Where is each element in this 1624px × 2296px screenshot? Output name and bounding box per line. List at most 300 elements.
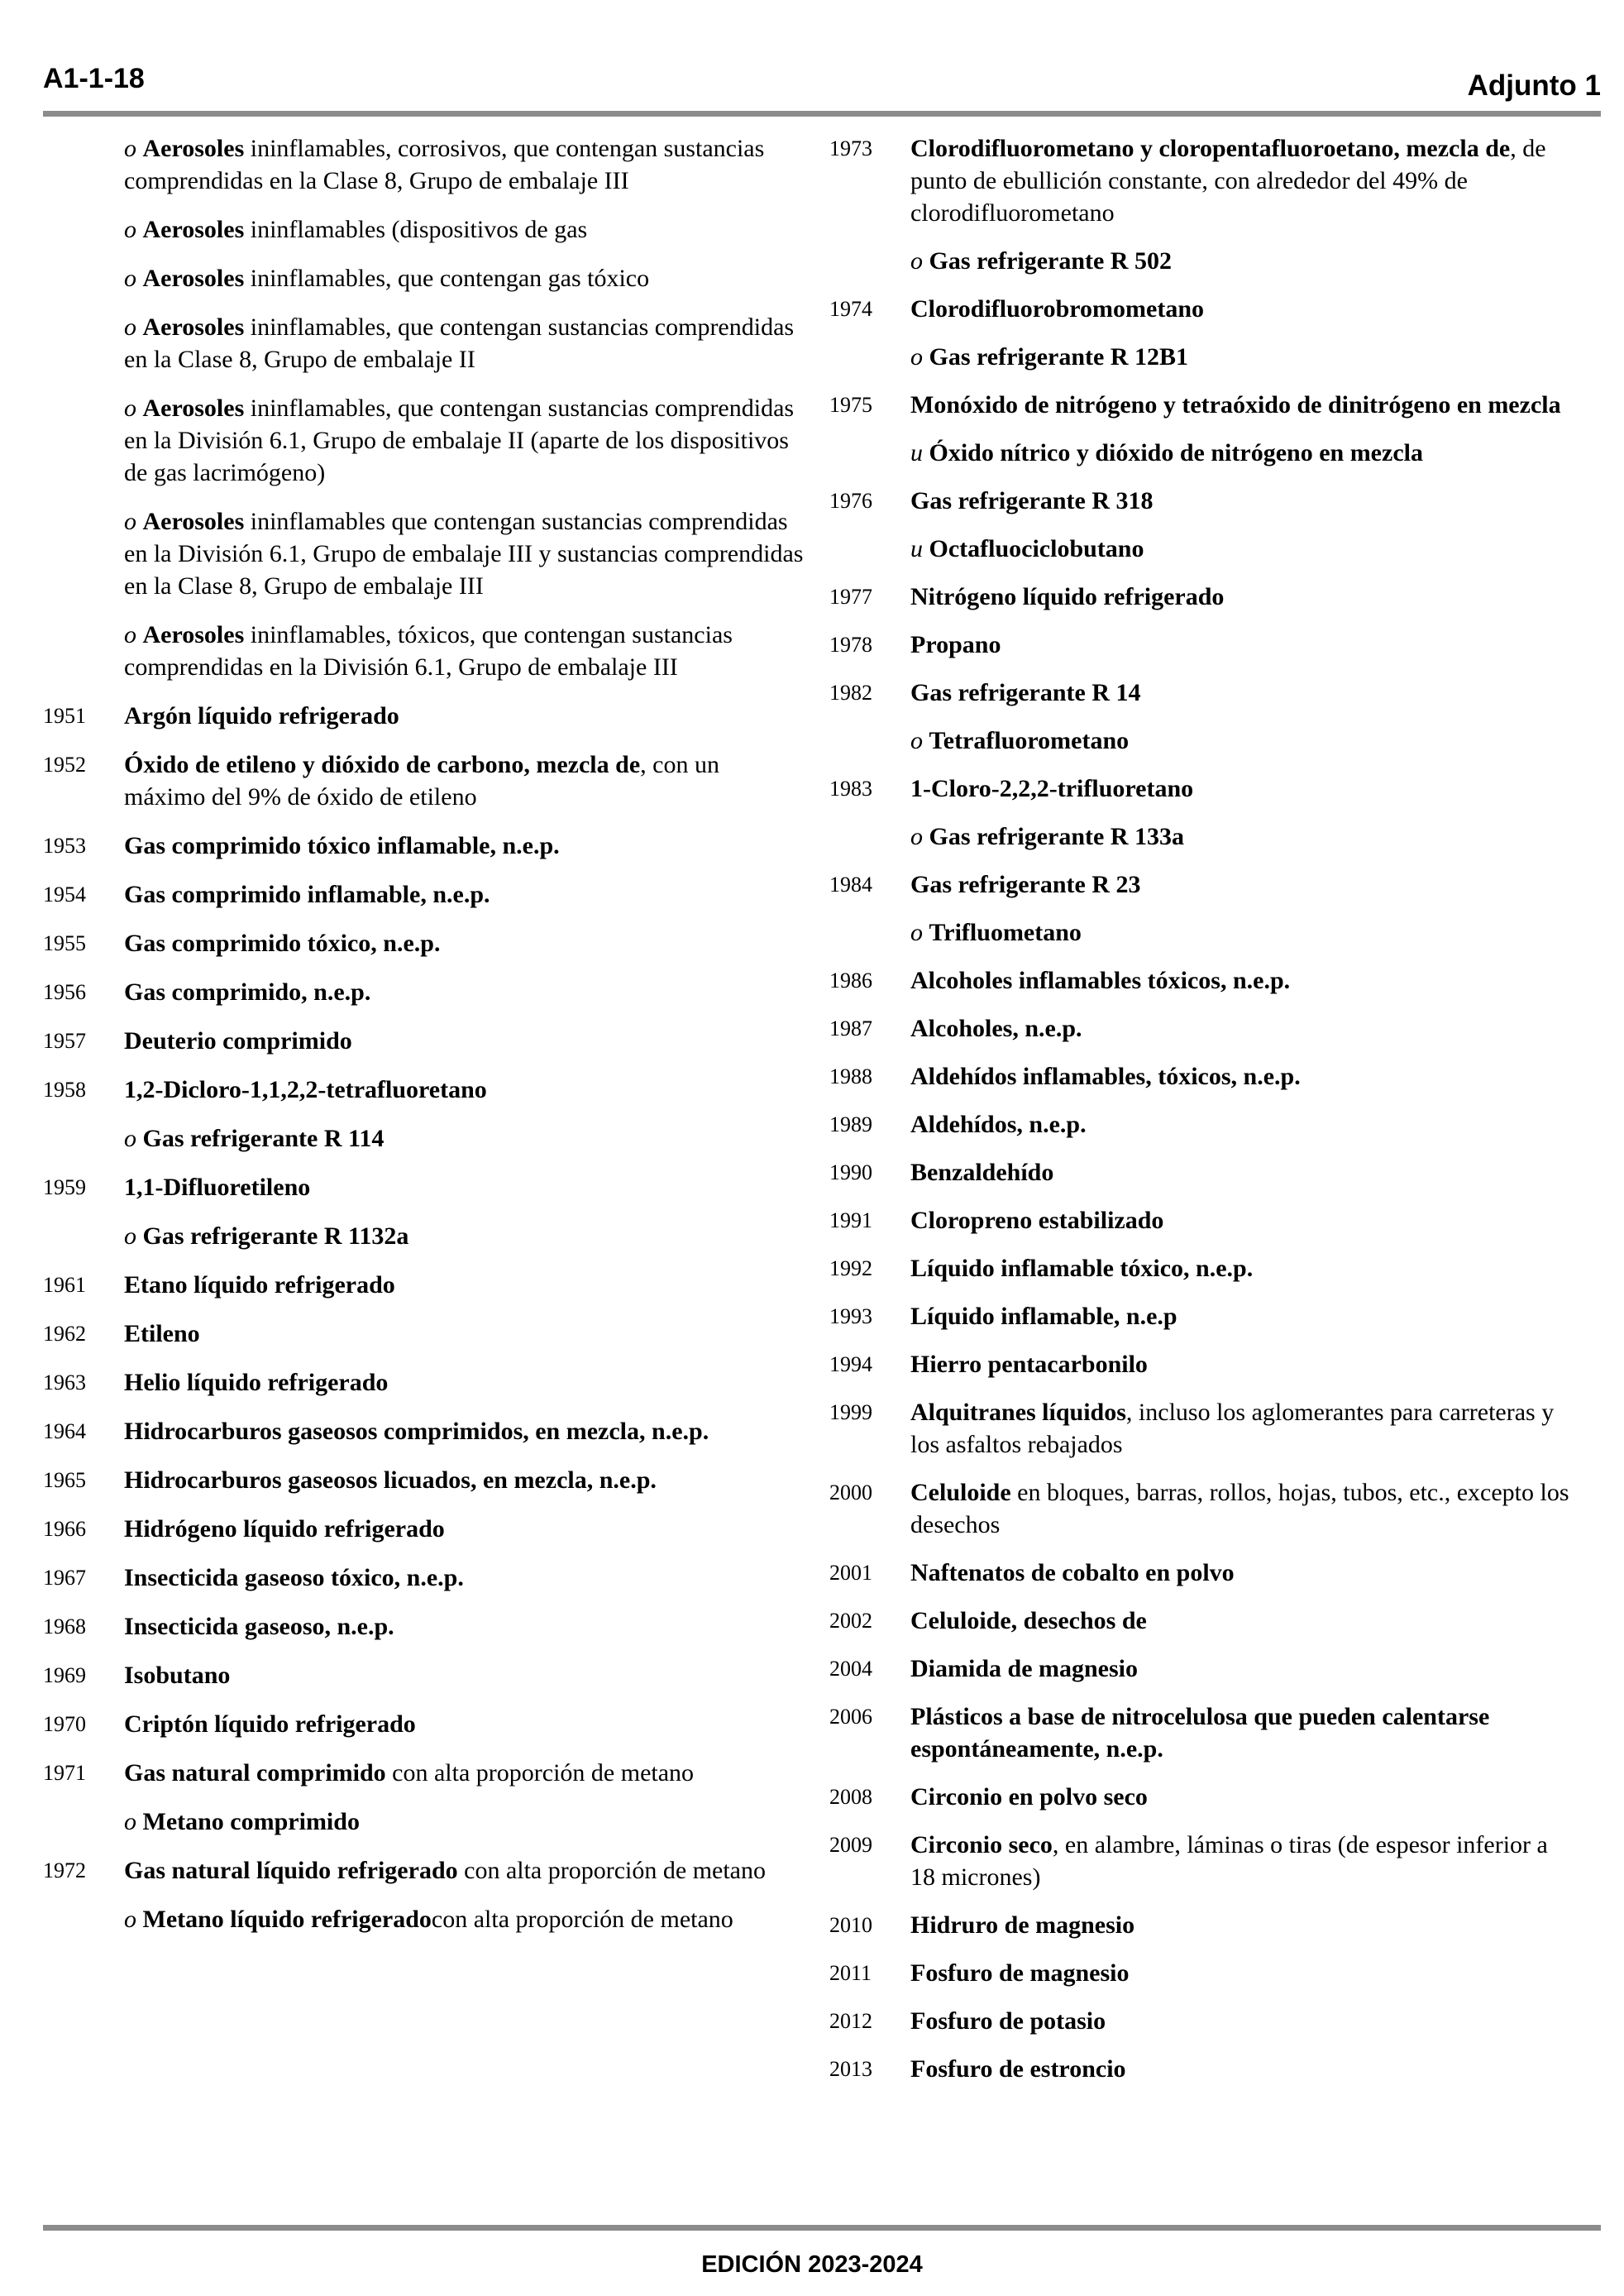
un-number: 1957 xyxy=(43,1029,86,1053)
entry-text xyxy=(910,1909,1574,1941)
entry-text xyxy=(910,1300,1574,1332)
entry-text xyxy=(910,389,1574,421)
un-number xyxy=(43,1220,124,1252)
un-entry xyxy=(43,1708,804,1740)
entry-prefix: o xyxy=(124,1222,136,1250)
entry-text xyxy=(910,132,1574,229)
entry-text xyxy=(124,1464,804,1496)
entry-text xyxy=(124,1708,804,1740)
entry-name: Fosfuro de estroncio xyxy=(910,2055,1126,2083)
un-entry xyxy=(829,1348,1574,1380)
entry-prefix: u xyxy=(910,439,923,466)
entry-text xyxy=(124,1806,804,1838)
entry-name: Helio líquido refrigerado xyxy=(124,1369,389,1396)
entry-name: Óxido de etileno y dióxido de carbono, mezcla de xyxy=(124,751,641,778)
un-entry xyxy=(829,725,1574,757)
entry-text xyxy=(910,1605,1574,1637)
entry-name: Circonio en polvo seco xyxy=(910,1783,1148,1810)
un-number: 1963 xyxy=(43,1370,86,1394)
entry-name: Óxido nítrico y dióxido de nitrógeno en mezcla xyxy=(929,439,1423,466)
un-number xyxy=(829,820,910,853)
page-code: A1-1-18 xyxy=(43,63,145,94)
entry-name: Celuloide, desechos de xyxy=(910,1607,1147,1634)
entry-text xyxy=(910,725,1574,757)
entry-name: Deuterio comprimido xyxy=(124,1027,352,1055)
un-number: 1987 xyxy=(829,1016,872,1040)
entry-text xyxy=(910,1060,1574,1093)
entry-description: ininflamables, tóxicos, que contengan sustancias comprendidas en la División 6.1, Grupo de embalaje III xyxy=(124,621,733,681)
entry-name: Etileno xyxy=(124,1320,200,1347)
entry-prefix: o xyxy=(910,727,923,754)
un-number: 1959 xyxy=(43,1175,86,1199)
entry-text xyxy=(910,1700,1574,1765)
un-number xyxy=(43,311,124,375)
entry-prefix: o xyxy=(910,823,923,850)
un-number: 1972 xyxy=(43,1858,86,1882)
un-entry xyxy=(43,1854,804,1887)
un-number xyxy=(43,1122,124,1155)
entry-name: Diamida de magnesio xyxy=(910,1655,1139,1682)
annex-title: Adjunto 1 xyxy=(1467,69,1601,102)
un-entry xyxy=(829,1108,1574,1141)
un-number: 2012 xyxy=(829,2009,872,2033)
entry-description: , de punto de ebullición constante, con alrededor del 49% de clorodifluorometano xyxy=(910,135,1546,227)
un-entry xyxy=(43,1074,804,1106)
un-entry xyxy=(43,749,804,813)
un-number: 1984 xyxy=(829,873,872,897)
entry-text xyxy=(124,1171,804,1203)
entry-text xyxy=(124,749,804,813)
un-number xyxy=(829,437,910,469)
un-entry xyxy=(829,916,1574,949)
un-number: 1989 xyxy=(829,1112,872,1136)
entry-text xyxy=(910,1348,1574,1380)
un-entry xyxy=(43,1513,804,1545)
un-number xyxy=(43,262,124,294)
entry-text xyxy=(124,1610,804,1643)
entry-text xyxy=(124,1659,804,1691)
entry-prefix: u xyxy=(910,535,923,562)
un-entry xyxy=(829,1909,1574,1941)
un-entry xyxy=(43,1269,804,1301)
un-number: 1952 xyxy=(43,753,86,777)
entry-text xyxy=(124,392,804,489)
entry-description: con alta proporción de metano xyxy=(457,1857,766,1884)
un-number: 1969 xyxy=(43,1663,86,1687)
entry-name: Gas refrigerante R 12B1 xyxy=(929,343,1189,371)
un-entry xyxy=(43,213,804,246)
un-entry xyxy=(43,1610,804,1643)
un-entry xyxy=(43,1366,804,1399)
entry-text xyxy=(124,1025,804,1057)
entry-prefix: o xyxy=(910,247,923,275)
un-number: 1967 xyxy=(43,1566,86,1590)
entry-text xyxy=(910,773,1574,805)
un-number: 1951 xyxy=(43,704,86,728)
un-entry xyxy=(829,1476,1574,1541)
entry-text xyxy=(124,1269,804,1301)
entry-name: Aerosoles xyxy=(142,313,245,341)
entry-name: Gas comprimido tóxico inflamable, n.e.p. xyxy=(124,832,560,859)
un-entry xyxy=(829,533,1574,565)
un-number xyxy=(829,533,910,565)
entry-description: con alta proporción de metano xyxy=(385,1759,695,1787)
entry-text xyxy=(124,700,804,732)
un-number: 1975 xyxy=(829,393,872,417)
un-number: 2001 xyxy=(829,1561,872,1585)
entry-text xyxy=(910,1829,1574,1893)
entry-name: Octafluociclobutano xyxy=(929,535,1144,562)
entry-name: 1,1-Difluoretileno xyxy=(124,1174,311,1201)
entry-text xyxy=(124,1415,804,1447)
un-number: 2006 xyxy=(829,1705,872,1729)
entry-name: Gas refrigerante R 1132a xyxy=(142,1222,409,1250)
un-entry xyxy=(43,1464,804,1496)
un-entry xyxy=(829,1605,1574,1637)
entry-description: con alta proporción de metano xyxy=(431,1906,733,1933)
un-entry xyxy=(829,1653,1574,1685)
entry-text xyxy=(910,964,1574,997)
entry-name: Celuloide xyxy=(910,1479,1011,1506)
entry-prefix: o xyxy=(124,395,136,422)
entry-description: ininflamables, que contengan gas tóxico xyxy=(244,265,650,292)
un-number: 1999 xyxy=(829,1400,872,1424)
un-entry xyxy=(43,1318,804,1350)
un-entry xyxy=(829,1829,1574,1893)
entry-text xyxy=(124,1220,804,1252)
entry-text xyxy=(124,213,804,246)
entry-prefix: o xyxy=(124,313,136,341)
entry-name: Metano comprimido xyxy=(142,1808,360,1835)
entry-name: Metano líquido refrigerado xyxy=(142,1906,432,1933)
entry-name: Hidrógeno líquido refrigerado xyxy=(124,1515,445,1543)
entry-name: 1,2-Dicloro-1,1,2,2-tetrafluoretano xyxy=(124,1076,487,1103)
un-number: 1970 xyxy=(43,1712,86,1736)
entry-description: , incluso los aglomerantes para carreteras y los asfaltos rebajados xyxy=(910,1399,1555,1458)
entry-name: Líquido inflamable tóxico, n.e.p. xyxy=(910,1255,1254,1282)
entry-description: ininflamables, que contengan sustancias comprendidas en la Clase 8, Grupo de embalaje II xyxy=(124,313,795,373)
entry-prefix: o xyxy=(124,1906,136,1933)
un-entry xyxy=(829,868,1574,901)
entry-text xyxy=(910,437,1574,469)
un-number: 1992 xyxy=(829,1256,872,1280)
un-number: 1971 xyxy=(43,1761,86,1785)
un-entry xyxy=(43,262,804,294)
entry-text xyxy=(910,1204,1574,1236)
un-number: 1993 xyxy=(829,1304,872,1328)
un-number: 2000 xyxy=(829,1480,872,1504)
un-number: 1974 xyxy=(829,297,872,321)
entry-text xyxy=(124,1513,804,1545)
un-entry xyxy=(43,1806,804,1838)
un-entry xyxy=(43,1659,804,1691)
entry-text xyxy=(124,262,804,294)
un-entry xyxy=(43,700,804,732)
entry-name: Fosfuro de potasio xyxy=(910,2007,1106,2035)
entry-text xyxy=(910,1012,1574,1045)
entry-text xyxy=(910,1781,1574,1813)
entry-text xyxy=(910,1252,1574,1284)
entry-name: Aerosoles xyxy=(142,135,245,162)
un-number: 1977 xyxy=(829,585,872,609)
un-entry xyxy=(43,1025,804,1057)
un-entry xyxy=(829,485,1574,517)
entry-name: Insecticida gaseoso, n.e.p. xyxy=(124,1613,394,1640)
entry-name: Benzaldehído xyxy=(910,1159,1054,1186)
entry-name: Alquitranes líquidos xyxy=(910,1399,1126,1426)
entry-name: Aldehídos, n.e.p. xyxy=(910,1111,1087,1138)
entry-text xyxy=(124,878,804,911)
un-number: 1990 xyxy=(829,1160,872,1184)
un-entry xyxy=(43,1562,804,1594)
left-column xyxy=(43,132,804,1952)
un-number xyxy=(43,392,124,489)
un-entry xyxy=(43,1171,804,1203)
entry-name: Gas refrigerante R 114 xyxy=(142,1125,385,1152)
entry-description: en bloques, barras, rollos, hojas, tubos, etc., excepto los desechos xyxy=(910,1479,1569,1538)
un-number: 1962 xyxy=(43,1322,86,1346)
un-entry xyxy=(829,1204,1574,1236)
entry-prefix: o xyxy=(124,1808,136,1835)
entry-text xyxy=(910,1653,1574,1685)
entry-text xyxy=(124,976,804,1008)
entry-text xyxy=(124,132,804,197)
entry-name: Clorodifluorometano y cloropentafluoroetano, mezcla de xyxy=(910,135,1511,162)
un-number: 1991 xyxy=(829,1208,872,1232)
un-number: 2004 xyxy=(829,1657,872,1681)
un-number: 1983 xyxy=(829,777,872,801)
un-entry xyxy=(829,629,1574,661)
un-number xyxy=(829,245,910,277)
un-number xyxy=(829,916,910,949)
entry-name: Aerosoles xyxy=(142,621,245,648)
entry-name: Trifluometano xyxy=(929,919,1082,946)
entry-text xyxy=(910,1557,1574,1589)
entry-name: Aerosoles xyxy=(142,265,245,292)
un-number: 1973 xyxy=(829,136,872,160)
entry-name: Gas comprimido, n.e.p. xyxy=(124,978,371,1006)
entry-text xyxy=(124,927,804,959)
entry-prefix: o xyxy=(910,343,923,371)
entry-name: Aerosoles xyxy=(142,508,245,535)
un-entry xyxy=(829,2053,1574,2085)
un-entry xyxy=(829,293,1574,325)
entry-text xyxy=(124,830,804,862)
un-entry xyxy=(829,341,1574,373)
entry-prefix: o xyxy=(124,1125,136,1152)
entry-name: Clorodifluorobromometano xyxy=(910,295,1205,323)
entry-description: ininflamables, corrosivos, que contengan sustancias comprendidas en la Clase 8, Grupo de embalaje III xyxy=(124,135,765,194)
un-entry xyxy=(829,1300,1574,1332)
entry-prefix: o xyxy=(124,508,136,535)
entry-text xyxy=(910,485,1574,517)
entry-text xyxy=(124,1074,804,1106)
un-number xyxy=(43,1806,124,1838)
entry-text xyxy=(910,533,1574,565)
entry-text xyxy=(124,1318,804,1350)
un-entry xyxy=(829,1012,1574,1045)
un-entry xyxy=(829,1396,1574,1461)
un-number: 2010 xyxy=(829,1913,872,1937)
entry-text xyxy=(910,2053,1574,2085)
entry-name: Aldehídos inflamables, tóxicos, n.e.p. xyxy=(910,1063,1301,1090)
entry-description: , en alambre, láminas o tiras (de espesor inferior a 18 micrones) xyxy=(910,1831,1548,1891)
entry-name: Hidrocarburos gaseosos comprimidos, en mezcla, n.e.p. xyxy=(124,1418,709,1445)
entry-text xyxy=(910,1957,1574,1989)
un-entry xyxy=(43,830,804,862)
entry-text xyxy=(124,1757,804,1789)
right-column xyxy=(829,132,1574,2101)
un-entry xyxy=(43,927,804,959)
entry-name: Plásticos a base de nitrocelulosa que pueden calentarse espontáneamente, n.e.p. xyxy=(910,1703,1490,1763)
entry-text xyxy=(910,868,1574,901)
un-number: 1954 xyxy=(43,883,86,906)
entry-text xyxy=(910,677,1574,709)
un-entry xyxy=(43,878,804,911)
entry-name: Naftenatos de cobalto en polvo xyxy=(910,1559,1235,1586)
un-number: 1982 xyxy=(829,681,872,705)
un-entry xyxy=(829,1060,1574,1093)
un-number xyxy=(829,341,910,373)
entry-name: Gas natural comprimido xyxy=(124,1759,386,1787)
entry-text xyxy=(124,619,804,683)
un-number: 1986 xyxy=(829,969,872,993)
edition-footer: EDICIÓN 2023-2024 xyxy=(701,2251,923,2278)
un-number: 1994 xyxy=(829,1352,872,1376)
un-number xyxy=(829,725,910,757)
entry-text xyxy=(910,581,1574,613)
entry-name: Monóxido de nitrógeno y tetraóxido de dinitrógeno en mezcla xyxy=(910,391,1561,419)
un-entry xyxy=(829,437,1574,469)
entry-name: Insecticida gaseoso tóxico, n.e.p. xyxy=(124,1564,464,1591)
un-number: 1988 xyxy=(829,1064,872,1088)
un-number: 1968 xyxy=(43,1614,86,1638)
entry-description: ininflamables que contengan sustancias comprendidas en la División 6.1, Grupo de embalaje III y sustancias comprendidas en la Clase 8, Grupo de embalaje III xyxy=(124,508,804,600)
entry-name: Hierro pentacarbonilo xyxy=(910,1351,1148,1378)
un-entry xyxy=(43,976,804,1008)
un-entry xyxy=(43,1220,804,1252)
entry-text xyxy=(910,629,1574,661)
entry-name: 1-Cloro-2,2,2-trifluoretano xyxy=(910,775,1194,802)
un-number: 1964 xyxy=(43,1419,86,1443)
header-rule xyxy=(43,111,1601,117)
entry-prefix: o xyxy=(124,135,136,162)
entry-text xyxy=(910,820,1574,853)
entry-name: Tetrafluorometano xyxy=(929,727,1130,754)
entry-name: Gas refrigerante R 14 xyxy=(910,679,1141,706)
entry-text xyxy=(124,1122,804,1155)
un-number: 2011 xyxy=(829,1961,872,1985)
un-number: 1978 xyxy=(829,633,872,657)
un-number xyxy=(43,619,124,683)
un-entry xyxy=(829,820,1574,853)
un-entry xyxy=(829,1700,1574,1765)
entry-name: Gas refrigerante R 318 xyxy=(910,487,1154,514)
un-entry xyxy=(829,245,1574,277)
un-entry xyxy=(829,581,1574,613)
footer-rule xyxy=(43,2225,1601,2231)
entry-text xyxy=(910,1108,1574,1141)
entry-name: Propano xyxy=(910,631,1001,658)
entry-name: Argón líquido refrigerado xyxy=(124,702,399,729)
entry-name: Gas comprimido tóxico, n.e.p. xyxy=(124,930,441,957)
un-entry xyxy=(829,773,1574,805)
un-number: 1965 xyxy=(43,1468,86,1492)
entry-name: Hidrocarburos gaseosos licuados, en mezcla, n.e.p. xyxy=(124,1466,657,1494)
entry-name: Gas refrigerante R 23 xyxy=(910,871,1141,898)
entry-name: Hidruro de magnesio xyxy=(910,1911,1135,1939)
entry-text xyxy=(910,293,1574,325)
entry-prefix: o xyxy=(124,216,136,243)
entry-description: , con un máximo del 9% de óxido de etileno xyxy=(124,751,719,811)
entry-text xyxy=(124,1903,804,1935)
entry-text xyxy=(124,311,804,375)
entry-name: Etano líquido refrigerado xyxy=(124,1271,395,1299)
un-entry xyxy=(43,392,804,489)
un-entry xyxy=(829,2005,1574,2037)
entry-text xyxy=(910,1396,1574,1461)
entry-text xyxy=(910,245,1574,277)
entry-name: Gas refrigerante R 133a xyxy=(929,823,1185,850)
un-entry xyxy=(829,1957,1574,1989)
un-entry xyxy=(43,311,804,375)
un-entry xyxy=(43,619,804,683)
un-number xyxy=(43,213,124,246)
un-entry xyxy=(829,132,1574,229)
entry-text xyxy=(124,1366,804,1399)
un-entry xyxy=(829,1252,1574,1284)
entry-name: Gas natural líquido refrigerado xyxy=(124,1857,458,1884)
entry-prefix: o xyxy=(910,919,923,946)
un-entry xyxy=(43,1757,804,1789)
un-number: 2002 xyxy=(829,1609,872,1633)
entry-text xyxy=(910,1476,1574,1541)
entry-text xyxy=(910,1156,1574,1189)
un-number: 1961 xyxy=(43,1273,86,1297)
entry-text xyxy=(910,2005,1574,2037)
un-entry xyxy=(829,1557,1574,1589)
un-entry xyxy=(829,677,1574,709)
un-number: 1956 xyxy=(43,980,86,1004)
entry-text xyxy=(124,1562,804,1594)
un-entry xyxy=(829,1156,1574,1189)
un-number: 1958 xyxy=(43,1078,86,1102)
un-entry xyxy=(43,1415,804,1447)
un-number xyxy=(43,132,124,197)
entry-name: Criptón líquido refrigerado xyxy=(124,1710,416,1738)
entry-text xyxy=(910,916,1574,949)
un-number xyxy=(43,1903,124,1935)
un-number: 1953 xyxy=(43,834,86,858)
un-number: 1966 xyxy=(43,1517,86,1541)
un-number: 2008 xyxy=(829,1785,872,1809)
entry-prefix: o xyxy=(124,621,136,648)
entry-name: Cloropreno estabilizado xyxy=(910,1207,1164,1234)
entry-text xyxy=(124,505,804,602)
un-number xyxy=(43,505,124,602)
un-entry xyxy=(829,1781,1574,1813)
entry-name: Alcoholes, n.e.p. xyxy=(910,1015,1082,1042)
un-entry xyxy=(829,964,1574,997)
un-entry xyxy=(43,1122,804,1155)
entry-prefix: o xyxy=(124,265,136,292)
entry-name: Aerosoles xyxy=(142,395,245,422)
un-entry xyxy=(829,389,1574,421)
entry-name: Circonio seco xyxy=(910,1831,1053,1858)
un-number: 1976 xyxy=(829,489,872,513)
entry-description: ininflamables, que contengan sustancias comprendidas en la División 6.1, Grupo de embalaje II (aparte de los dispositivos de gas lacrimógeno) xyxy=(124,395,795,486)
entry-text xyxy=(124,1854,804,1887)
